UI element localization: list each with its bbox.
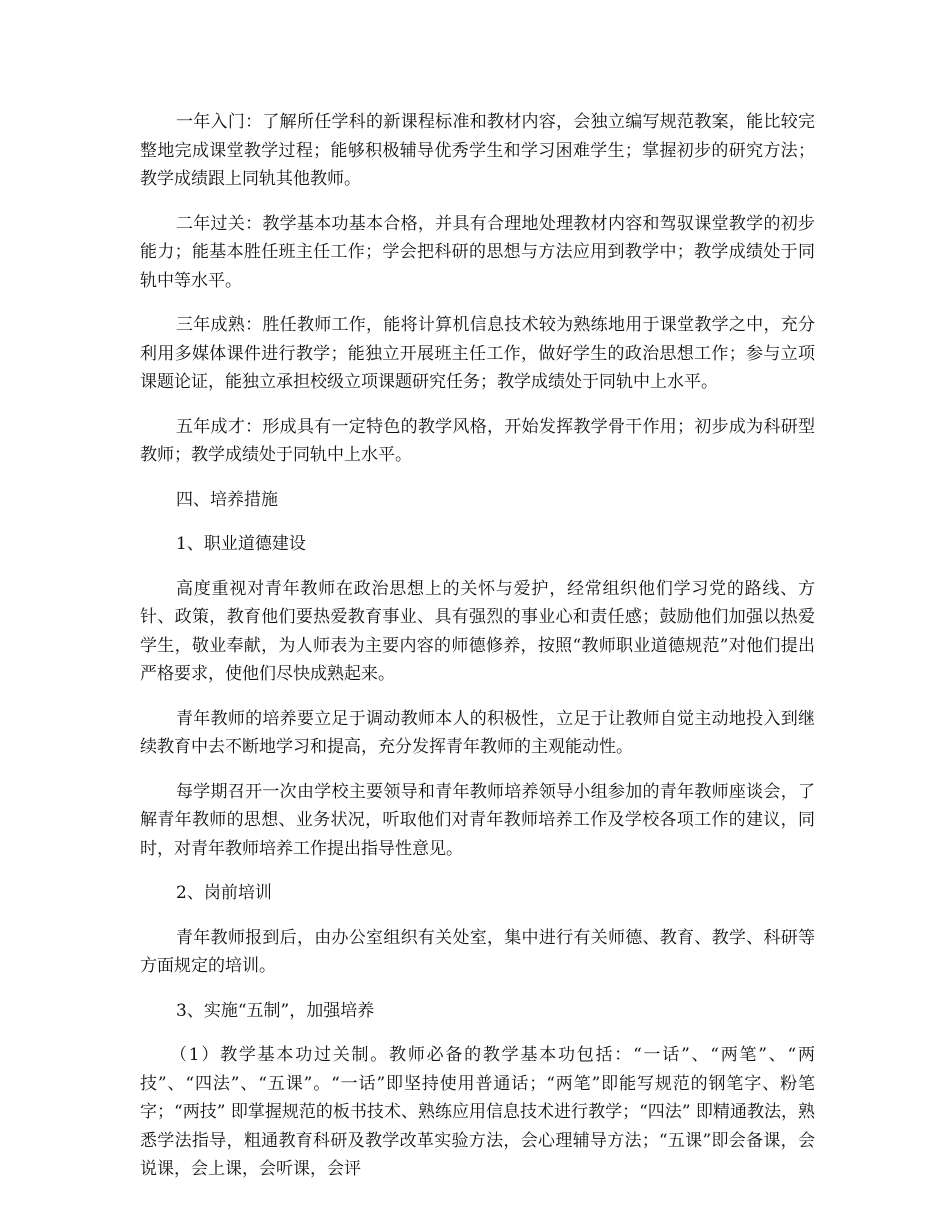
- paragraph-pre-job-training: 青年教师报到后，由办公室组织有关处室，集中进行有关师德、教育、教学、科研等方面规定的培训。: [140, 927, 815, 976]
- section-heading-training-measures: 四、培养措施: [176, 489, 278, 510]
- paragraph-year-two: 二年过关：教学基本功基本合格，并具有合理地处理教材内容和驾驭课堂教学的初步能力；能基本胜任班主任工作；学会把科研的思想与方法应用到教学中；教学成绩处于同轨中等水平。: [140, 213, 815, 291]
- paragraph-year-five: 五年成才：形成具有一定特色的教学风格，开始发挥教学骨干作用；初步成为科研型教师；教学成绩处于同轨中上水平。: [140, 416, 815, 465]
- subheading-professional-ethics: 1、职业道德建设: [176, 534, 306, 554]
- paragraph-basic-skills: （1）教学基本功过关制。教师必备的教学基本功包括：“一话”、“两笔”、“两技”、“四法”、“五课”。“一话”即坚持使用普通话；“两笔”即能写规范的钢笔字、粉笔字；“两技” 即掌握规范的板书技术、熟练应用信息技术进行教学；“四法” 即精通教法，熟悉学法指导，粗通教育科研及教学改革实验方法，会心理辅导方法；“五课”即会备课，会说课，会上课，会听课，会评: [140, 1045, 815, 1179]
- paragraph-symposium: 每学期召开一次由学校主要领导和青年教师培养领导小组参加的青年教师座谈会，了解青年教师的思想、业务状况，听取他们对青年教师培养工作及学校各项工作的建议，同时，对青年教师培养工作提出指导性意见。: [140, 781, 815, 859]
- subheading-pre-job-training: 2、岗前培训: [176, 883, 272, 903]
- paragraph-ethics-care: 高度重视对青年教师在政治思想上的关怀与爱护，经常组织他们学习党的路线、方针、政策，教育他们要热爱教育事业、具有强烈的事业心和责任感；鼓励他们加强以热爱学生，敬业奉献，为人师表为主要内容的师德修养，按照“教师职业道德规范”对他们提出严格要求，使他们尽快成熟起来。: [140, 578, 815, 684]
- paragraph-initiative: 青年教师的培养要立足于调动教师本人的积极性，立足于让教师自觉主动地投入到继续教育中去不断地学习和提高，充分发挥青年教师的主观能动性。: [140, 708, 815, 757]
- document-body: [140, 108, 815, 1200]
- paragraph-year-one: 一年入门：了解所任学科的新课程标准和教材内容，会独立编写规范教案，能比较完整地完成课堂教学过程；能够积极辅导优秀学生和学习困难学生；掌握初步的研究方法；教学成绩跟上同轨其他教师。: [140, 112, 815, 189]
- subheading-five-systems: 3、实施“五制”，加强培养: [176, 1000, 375, 1021]
- paragraph-year-three: 三年成熟：胜任教师工作，能将计算机信息技术较为熟练地用于课堂教学之中，充分利用多媒体课件进行教学；能独立开展班主任工作，做好学生的政治思想工作；参与立项课题论证，能独立承担校级立项课题研究任务；教学成绩处于同轨中上水平。: [140, 315, 815, 392]
